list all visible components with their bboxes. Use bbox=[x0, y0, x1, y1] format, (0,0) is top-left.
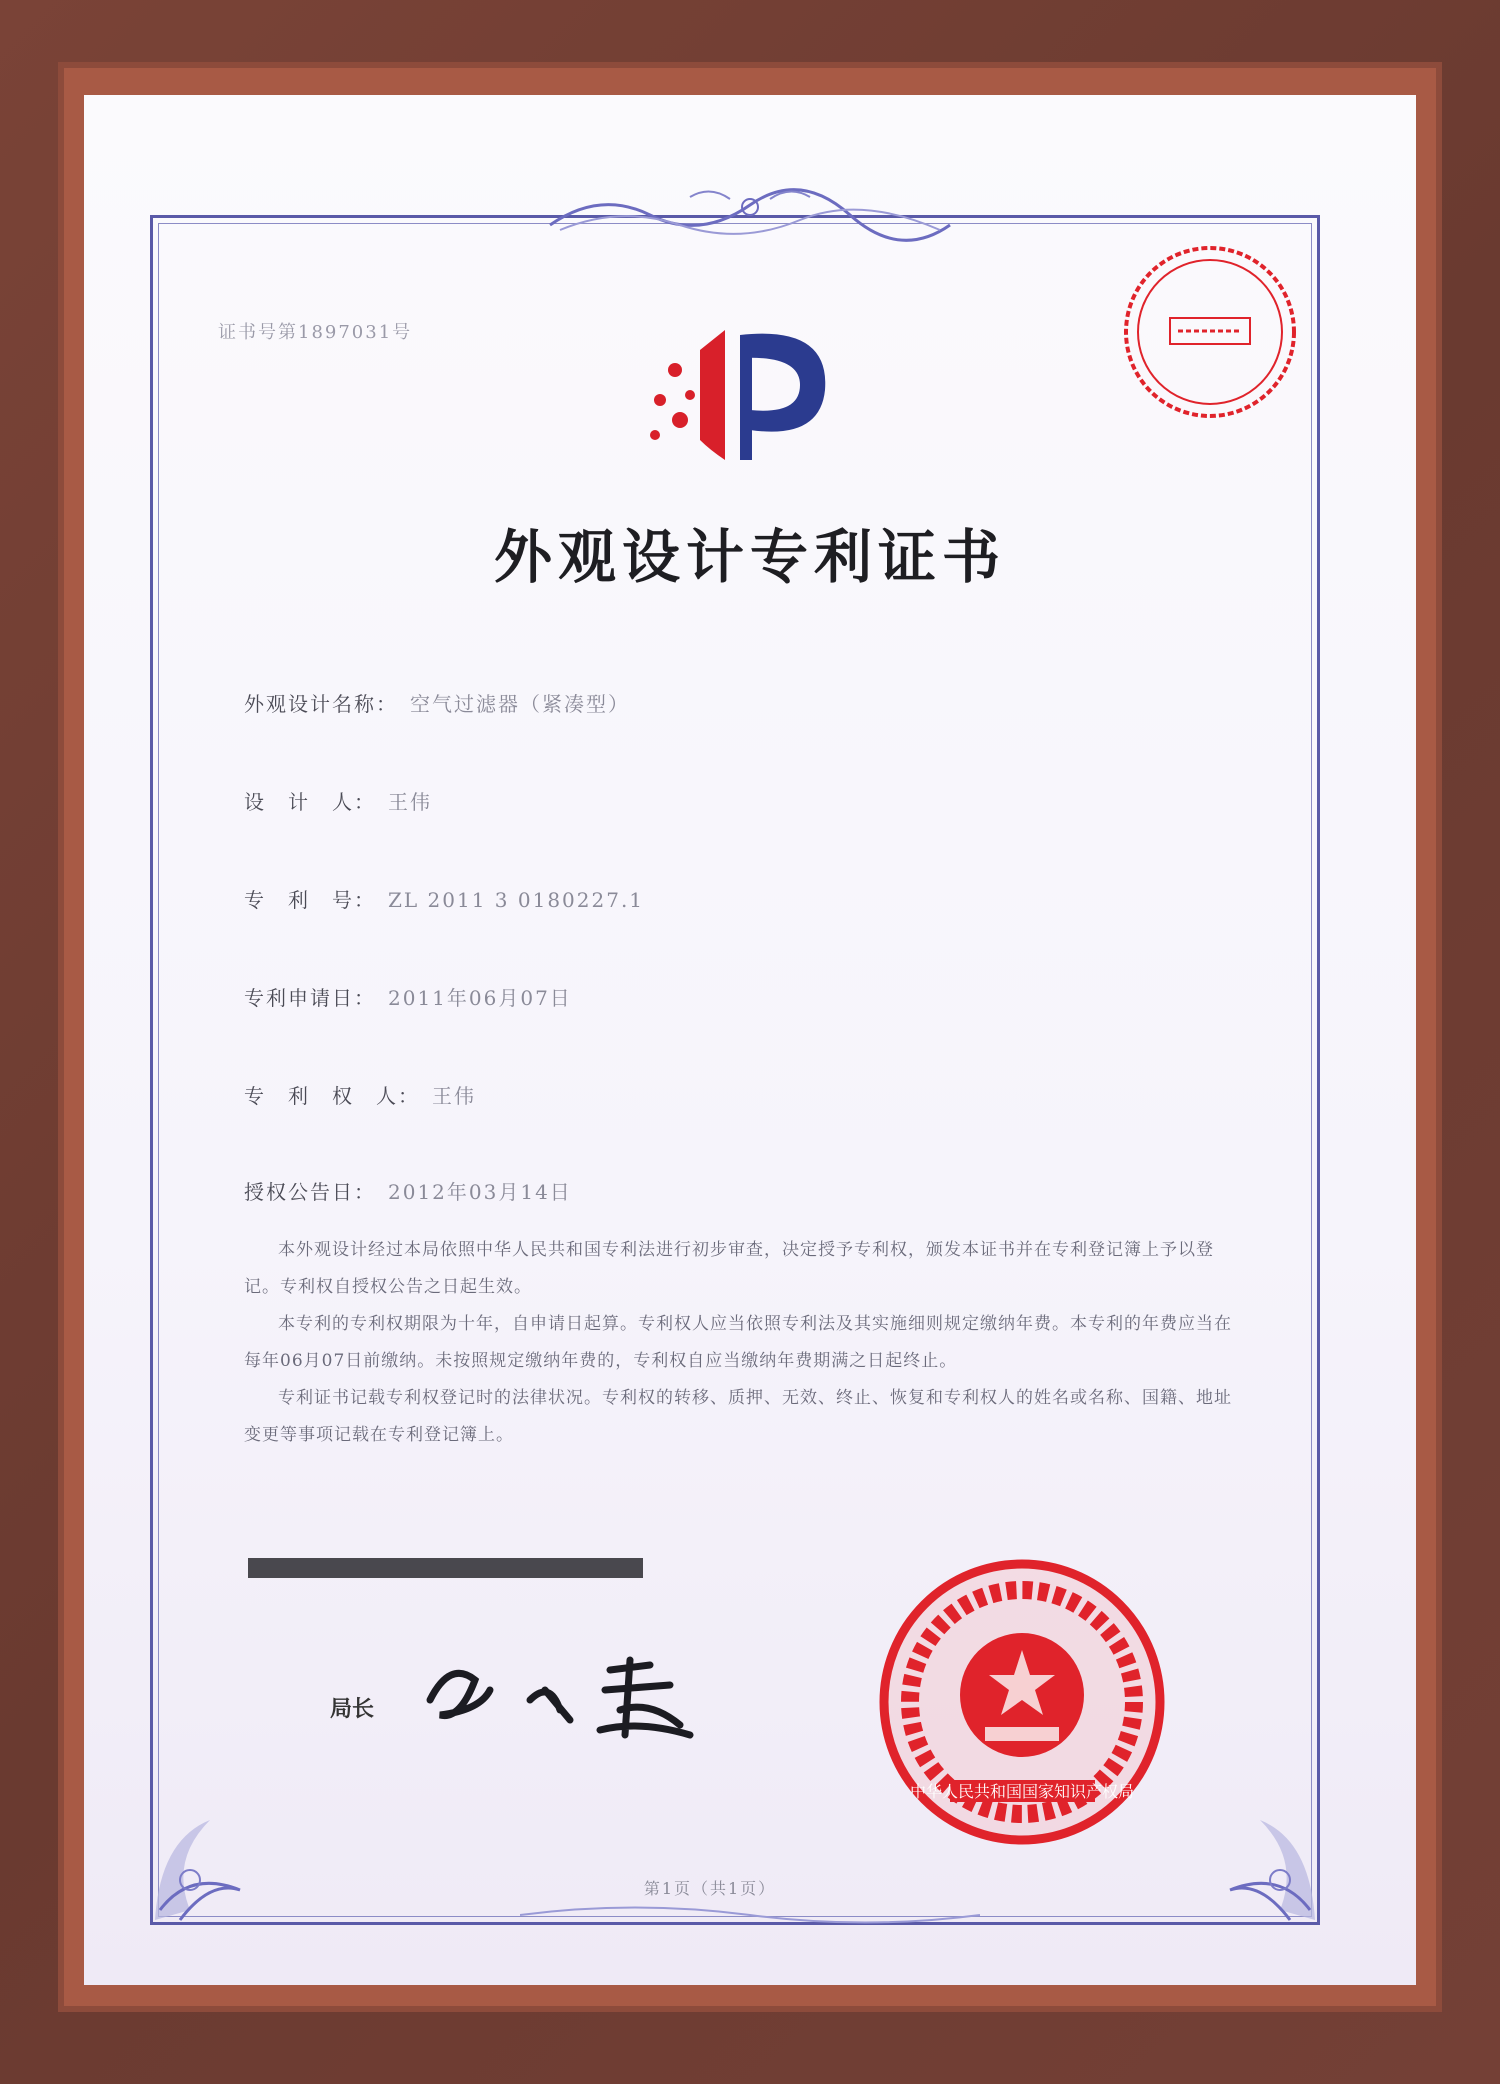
field-label: 专 利 权 人： bbox=[244, 1084, 420, 1108]
field-value: 王伟 bbox=[388, 790, 432, 814]
bottom-ornament bbox=[520, 1900, 980, 1930]
field-value: 空气过滤器（紧凑型） bbox=[410, 692, 630, 716]
field-grant-date bbox=[244, 1176, 572, 1205]
field-patentee bbox=[244, 1080, 476, 1109]
field-label: 专利申请日： bbox=[244, 986, 376, 1010]
field-value: 2012年03月14日 bbox=[388, 1180, 572, 1204]
field-value: 王伟 bbox=[432, 1084, 476, 1108]
field-value: 2011年06月07日 bbox=[388, 986, 572, 1010]
page-footer: 第1页（共1页） bbox=[643, 1879, 777, 1898]
body-paragraph: 专利证书记载专利权登记时的法律状况。专利权的转移、质押、无效、终止、恢复和专利权人的姓名或名称、国籍、地址变更等事项记载在专利登记簿上。 bbox=[244, 1388, 1232, 1445]
certificate-body bbox=[244, 1232, 1234, 1454]
certificate-title: 外观设计专利证书 bbox=[493, 523, 1006, 591]
director-signature bbox=[420, 1640, 720, 1750]
field-patent-number bbox=[244, 884, 644, 913]
signature-label: 局长 bbox=[330, 1696, 375, 1722]
field-label: 授权公告日： bbox=[244, 1180, 376, 1204]
corner-ornament-bottom-left bbox=[150, 1760, 280, 1925]
field-label: 专 利 号： bbox=[244, 888, 376, 912]
field-value: ZL 2011 3 0180227.1 bbox=[388, 888, 645, 912]
top-seal bbox=[1118, 240, 1303, 425]
field-label: 外观设计名称： bbox=[244, 692, 398, 716]
body-paragraph: 本专利的专利权期限为十年，自申请日起算。专利权人应当依照专利法及其实施细则规定缴纳年费。本专利的年费应当在每年06月07日前缴纳。未按照规定缴纳年费的，专利权自应当缴纳年费期满之日起终止。 bbox=[244, 1314, 1232, 1371]
seal-text: 中华人民共和国国家知识产权局 bbox=[909, 1782, 1135, 1801]
field-label: 设 计 人： bbox=[244, 790, 376, 814]
top-ornament bbox=[540, 185, 960, 245]
field-design-name bbox=[244, 688, 630, 717]
body-paragraph: 本外观设计经过本局依照中华人民共和国专利法进行初步审查，决定授予专利权，颁发本证书并在专利登记簿上予以登记。专利权自授权公告之日起生效。 bbox=[244, 1240, 1214, 1297]
field-application-date bbox=[244, 982, 572, 1011]
field-designer bbox=[244, 786, 432, 815]
sipo-logo bbox=[630, 310, 850, 480]
official-seal bbox=[875, 1555, 1170, 1850]
corner-ornament-bottom-right bbox=[1190, 1760, 1320, 1925]
redacted-bar bbox=[248, 1558, 643, 1578]
certificate-number: 证书号第1897031号 bbox=[218, 322, 413, 343]
